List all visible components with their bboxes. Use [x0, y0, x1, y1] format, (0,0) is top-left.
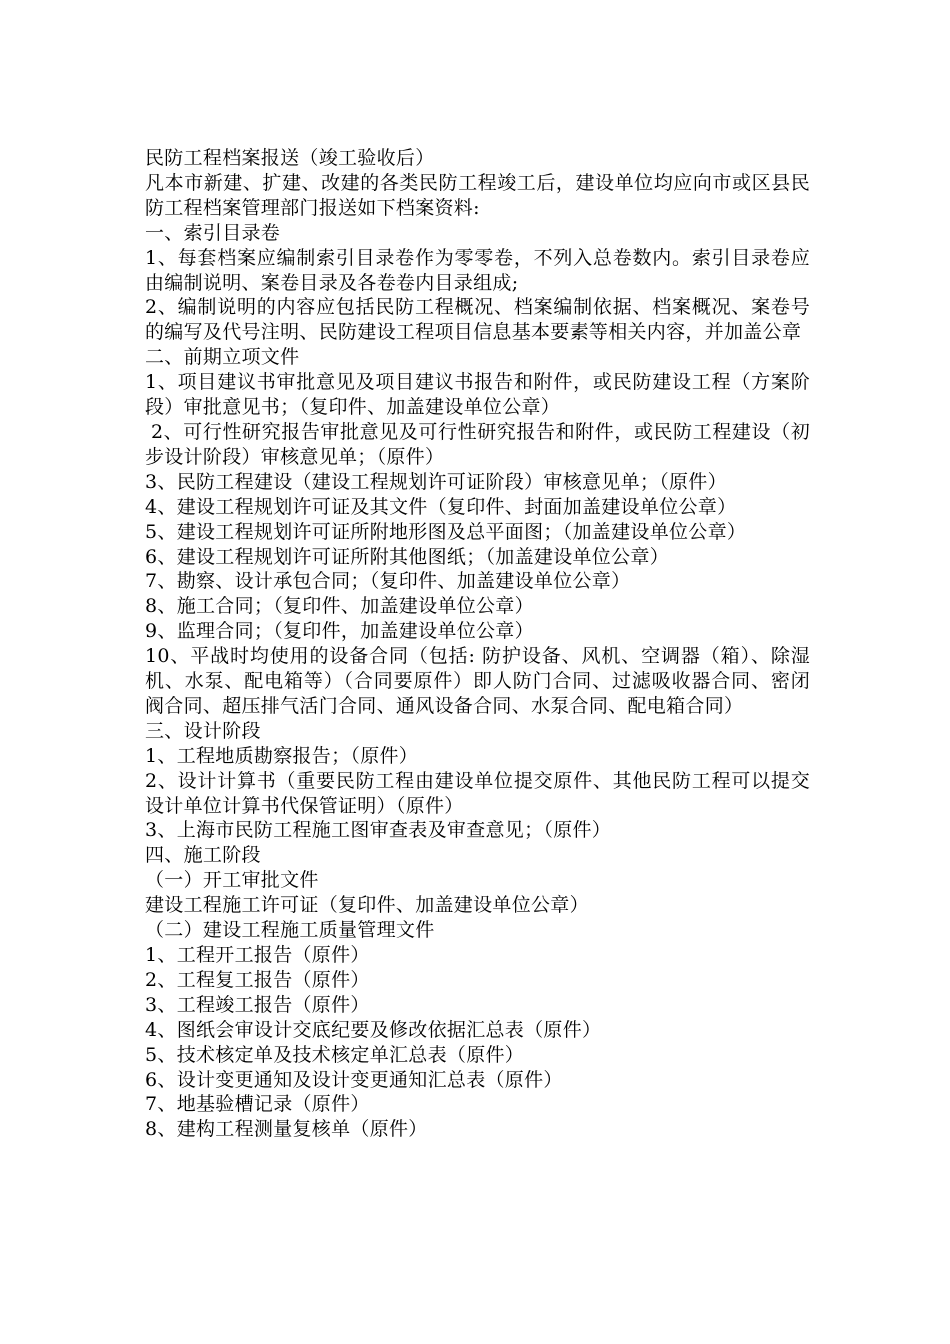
list-item: 2、可行性研究报告审批意见及可行性研究报告和附件，或民防工程建设（初步设计阶段）审核意见单；（原件）: [145, 420, 810, 468]
list-item: 6、建设工程规划许可证所附其他图纸；（加盖建设单位公章）: [145, 545, 669, 568]
list-item: 3、上海市民防工程施工图审查表及审查意见；（原件）: [145, 819, 612, 842]
list-item: 1、每套档案应编制索引目录卷作为零零卷，不列入总卷数内。索引目录卷应由编制说明、案卷目录及各卷卷内目录组成;: [145, 246, 810, 294]
list-item: 5、建设工程规划许可证所附地形图及总平面图；（加盖建设单位公章）: [145, 520, 747, 543]
list-item: 建设工程施工许可证（复印件、加盖建设单位公章）: [145, 894, 589, 917]
list-item: 7、地基验槽记录（原件）: [145, 1093, 370, 1116]
intro-paragraph: 凡本市新建、扩建、改建的各类民防工程竣工后，建设单位均应向市或区县民防工程档案管理部门报送如下档案资料:: [145, 171, 810, 219]
list-item: 6、设计变更通知及设计变更通知汇总表（原件）: [145, 1068, 563, 1091]
list-item: 1、项目建议书审批意见及项目建议书报告和附件，或民防建设工程（方案阶段）审批意见书；（复印件、加盖建设单位公章）: [145, 371, 810, 419]
list-item: 2、设计计算书（重要民防工程由建设单位提交原件、其他民防工程可以提交设计单位计算书代保管证明）（原件）: [145, 769, 810, 817]
list-item: 4、建设工程规划许可证及其文件（复印件、封面加盖建设单位公章）: [145, 495, 737, 518]
subsection-heading-quality: （二）建设工程施工质量管理文件: [145, 919, 435, 942]
list-item: 10、平战时均使用的设备合同（包括: 防护设备、风机、空调器（箱）、除湿机、水泵、配电箱等）（合同要原件）即人防门合同、过滤吸收器合同、密闭阀合同、超压排气活门合同、通风设备合同、水泵合同、配电箱合同）: [145, 645, 810, 717]
list-item: 5、技术核定单及技术核定单汇总表（原件）: [145, 1043, 525, 1066]
list-item: 1、工程地质勘察报告；（原件）: [145, 744, 419, 767]
list-item: 1、工程开工报告（原件）: [145, 944, 370, 966]
section-heading-index: 一、索引目录卷: [145, 221, 281, 244]
list-item: 4、图纸会审设计交底纪要及修改依据汇总表（原件）: [145, 1018, 602, 1041]
list-item: 2、编制说明的内容应包括民防工程概况、档案编制依据、档案概况、案卷号的编写及代号注明、民防建设工程项目信息基本要素等相关内容，并加盖公章: [145, 296, 810, 344]
document-page: [145, 146, 810, 1142]
section-heading-construction: 四、施工阶段: [145, 844, 261, 867]
subsection-heading-start-approval: （一）开工审批文件: [145, 869, 319, 892]
list-item: 8、施工合同；（复印件、加盖建设单位公章）: [145, 595, 534, 618]
section-heading-design: 三、设计阶段: [145, 719, 261, 742]
list-item: 7、勘察、设计承包合同；（复印件、加盖建设单位公章）: [145, 570, 631, 593]
list-item: 8、建构工程测量复核单（原件）: [145, 1118, 428, 1141]
section-heading-preliminary: 二、前期立项文件: [145, 346, 300, 369]
list-item: 3、工程竣工报告（原件）: [145, 993, 370, 1016]
list-item: 3、民防工程建设（建设工程规划许可证阶段）审核意见单；（原件）: [145, 470, 727, 493]
list-item: 9、监理合同；（复印件，加盖建设单位公章）: [145, 620, 534, 643]
document-title: 民防工程档案报送（竣工验收后）: [145, 147, 435, 169]
list-item: 2、工程复工报告（原件）: [145, 968, 370, 991]
